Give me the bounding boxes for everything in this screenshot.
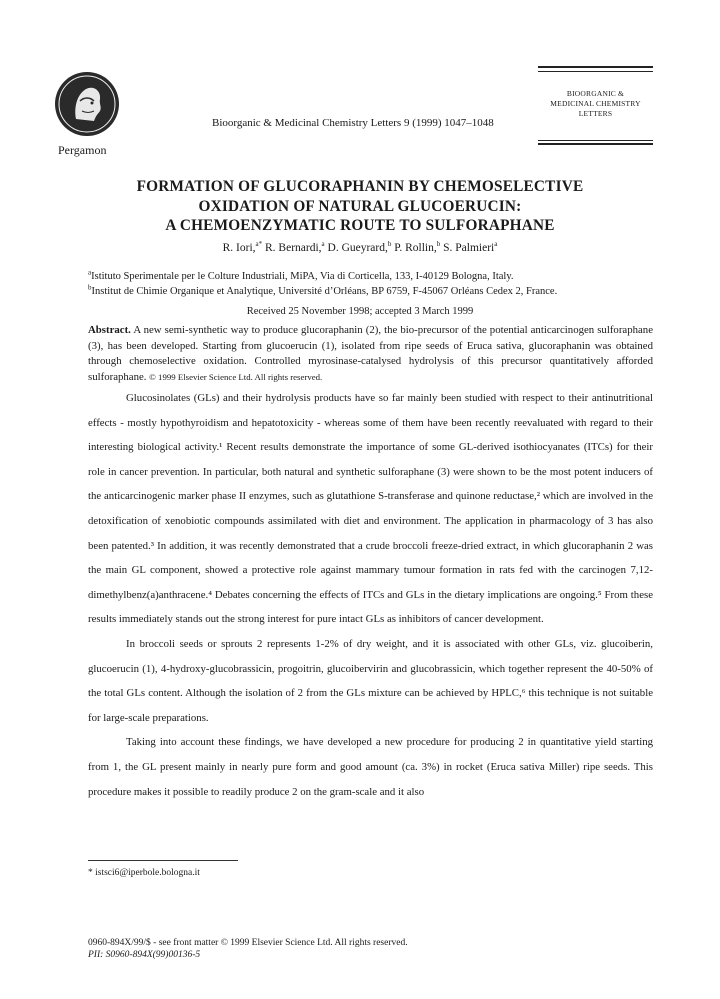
- header-rule: [538, 71, 653, 72]
- author: R. Bernardi,$^a$: [265, 240, 325, 254]
- affiliation: $^a$Istituto Sperimentale per le Colture Industriali, MiPA, Via di Corticella, 133, I-40129 Bologna, Italy.: [88, 268, 514, 282]
- author-list: [60, 242, 660, 254]
- footnote-rule: [88, 860, 238, 861]
- abstract: [88, 323, 653, 385]
- abstract-label: Abstract.: [88, 324, 131, 336]
- abstract-text: A new semi-synthetic way to produce glucoraphanin (2), the bio-precursor of the potential anticarcinogen sulforaphane (3), has been developed. Starting from glucoerucin (1), isolated from ripe seeds of Eruca sativa, glucoraphanin was obtained through chemoselective oxidation. Controlled myrosinase-catalysed hydrolysis of this precursor quantitatively afforded sulforaphane.: [88, 324, 653, 383]
- author: R. Iori,$^{a*}$: [222, 240, 263, 254]
- received-dates: Received 25 November 1998; accepted 3 March 1999: [246, 306, 474, 317]
- body-paragraph: Glucosinolates (GLs) and their hydrolysis products have so far mainly been studied with respect to their antinutritional effects - mostly hypothyroidism and hepatotoxicity - whereas some of them have been recently reevaluated with regard to their interesting biological activity.¹ Recent results demonstrate the importance of some GL-derived isothiocyanates (ITCs) for their role in cancer prevention. In particular, both natural and synthetic sulforaphane (3) were shown to be the most potent inducers of the anticarcinogenic marker phase II enzymes, such as glutathione S-transferase and quinone reductase,² which are involved in the detoxification of xenobiotic compounds assimilated with diet and environment. The application in pharmacology of 3 has also been patented.³ In addition, it was recently demonstrated that a crude broccoli freeze-dried extract, in which glucoraphanin 2 was the main GL component, showed a protective role against mammary tumour formation in rats fed with the carcinogen 7,12-dimethylbenz(a)anthracene.⁴ Debates concerning the effects of ITCs and GLs in the dietary implications are ongoing.⁵ From these results immediately stands out the strong interest for pure intact GLs as inhibitors of cancer development.: [88, 392, 653, 626]
- pii: PII: S0960-894X(99)00136-5: [88, 950, 201, 960]
- pergamon-logo: [54, 71, 120, 137]
- header-rule: [538, 140, 653, 141]
- author: S. Palmieri$^a$: [443, 240, 498, 254]
- abstract-copyright: © 1999 Elsevier Science Ltd. All rights reserved.: [149, 371, 323, 382]
- header-rule: [538, 143, 653, 145]
- front-matter-notice: 0960-894X/99/$ - see front matter © 1999 Elsevier Science Ltd. All rights reserved. PII: S0960-894X(99)00136-5: [88, 938, 408, 960]
- author: D. Gueyrard,$^b$: [327, 240, 392, 254]
- journal-name: BIOORGANIC & MEDICINAL CHEMISTRY LETTERS: [550, 89, 641, 118]
- journal-reference: Bioorganic & Medicinal Chemistry Letters 9 (1999) 1047–1048: [212, 117, 494, 129]
- author: P. Rollin,$^b$: [394, 240, 441, 254]
- affiliation: $^b$Institut de Chimie Organique et Analytique, Université d’Orléans, BP 6759, F-45067 Orléans Cedex 2, France.: [88, 283, 558, 297]
- body-paragraph: Taking into account these findings, we have developed a new procedure for producing 2 in quantitative yield starting from 1, the GL present mainly in nearly pure form and good amount (ca. 3%) in rocket (Eruca sativa Miller) ripe seeds. This procedure makes it possible to readily produce 2 on the gram-scale and it also: [88, 736, 653, 798]
- publisher-name: Pergamon: [58, 143, 107, 157]
- header-rule: [538, 66, 653, 68]
- footnote-email: * istsci6@iperbole.bologna.it: [88, 868, 200, 878]
- article-title: FORMATION OF GLUCORAPHANIN BY CHEMOSELECTIVE OXIDATION OF NATURAL GLUCOERUCIN: A CHEMOENZYMATIC ROUTE TO SULFORAPHANE: [136, 178, 584, 234]
- article-body: [88, 386, 653, 804]
- body-paragraph: In broccoli seeds or sprouts 2 represents 1-2% of dry weight, and it is associated with other GLs, viz. glucoiberin, glucoerucin (1), 4-hydroxy-glucobrassicin, progoitrin, glucoibervirin and glucobrassicin, which together represent the 40-50% of the total GLs content. Although the isolation of 2 from the GLs mixture can be achieved by HPLC,⁶ this technique is not suitable for large-scale preparations.: [88, 637, 653, 724]
